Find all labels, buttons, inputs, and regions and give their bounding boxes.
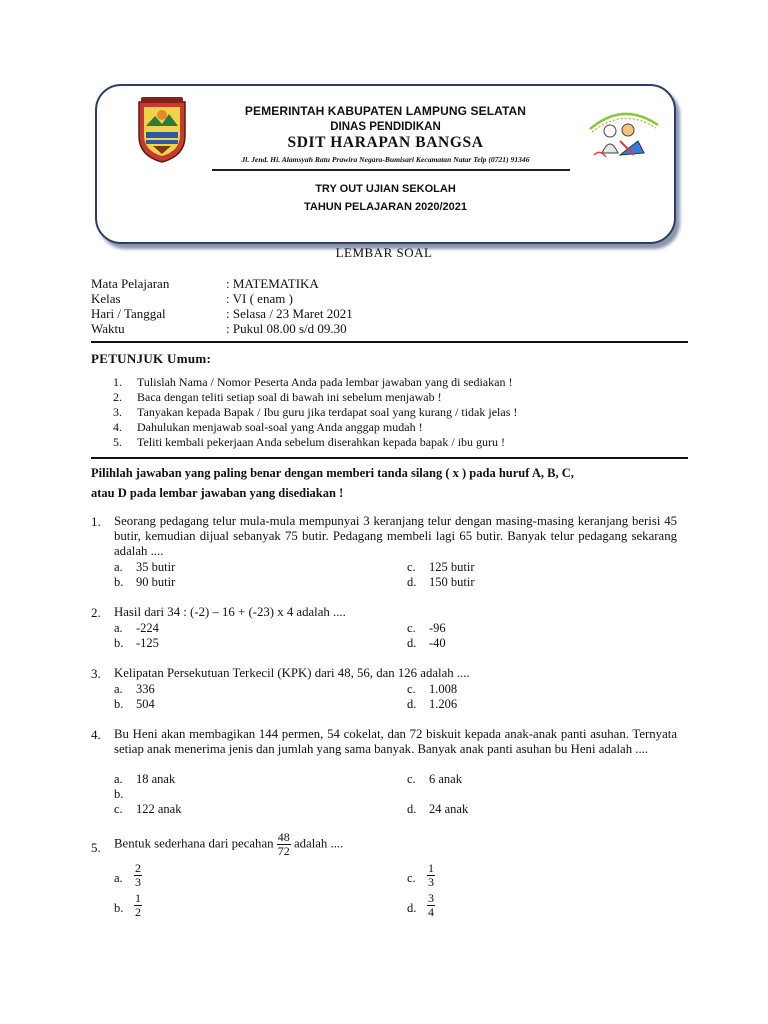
option-letter: d. [407,802,417,816]
question-number: 3. [91,666,101,681]
answer-instruction-line-2: atau D pada lembar jawaban yang disediakan ! [91,486,344,500]
question-number: 1. [91,514,101,529]
option-letter: b. [114,787,124,801]
instruction-item: Baca dengan teliti setiap soal di bawah ini sebelum menjawab ! [137,390,442,404]
option-letter: a. [114,871,123,885]
letterhead-box [95,84,676,244]
instructions-title: PETUNJUK Umum: [91,351,212,366]
question-fraction [277,831,291,858]
option-fraction [427,892,435,919]
option-fraction [134,862,142,889]
option-letter: c. [407,772,416,786]
question-text [114,831,343,858]
fraction-numerator: 1 [428,861,434,875]
sheet-title: LEMBAR SOAL [335,245,433,260]
option-letter: c. [407,682,416,696]
instruction-number: 4. [113,420,122,434]
option-letter: c. [407,871,416,885]
option-value: 1.206 [429,697,458,711]
info-label-subject: Mata Pelajaran [91,276,170,291]
question-text-after: adalah .... [293,836,344,851]
option-value: 504 [136,697,155,711]
instruction-number: 3. [113,405,122,419]
option-value: -40 [429,636,446,650]
info-value-date: : Selasa / 23 Maret 2021 [226,306,353,321]
instruction-item: Dahulukan menjawab soal-soal yang Anda anggap mudah ! [137,420,423,434]
fraction-numerator: 48 [277,830,290,844]
fraction-numerator: 3 [428,891,434,905]
question-number: 2. [91,605,101,620]
instruction-number: 2. [113,390,122,404]
info-label-time: Waktu [91,321,125,336]
option-letter: b. [114,901,124,915]
option-letter: c. [114,802,123,816]
option-letter: c. [407,621,416,635]
option-value: 125 butir [429,560,475,574]
option-value: -224 [136,621,159,635]
option-letter: a. [114,621,123,635]
info-value-subject: : MATEMATIKA [226,276,319,291]
fraction-numerator: 2 [135,861,141,875]
fraction-denominator: 3 [135,875,141,889]
question-text-before: Bentuk sederhana dari pecahan [114,836,274,851]
option-value: 90 butir [136,575,176,589]
exam-title: TRY OUT UJIAN SEKOLAH [315,183,456,195]
school-address: Jl. Jend. Hi. Alamsyah Ratu Prawira Negara-Bumisari Kecamatan Natar Telp (0721) 91346 [241,155,530,164]
question-text: Hasil dari 34 : (-2) – 16 + (-23) x 4 adalah .... [114,605,346,619]
question-text: Bu Heni akan membagikan 144 permen, 54 cokelat, dan 72 biskuit kepada anak-anak panti asuhan. Ternyata setiap anak menerima jenis dan jumlah yang sama banyak. Banyak anak panti asuhan bu Heni adalah .... [114,727,677,757]
info-label-class: Kelas [91,291,121,306]
fraction-denominator: 3 [428,875,434,889]
question-text: Seorang pedagang telur mula-mula mempunyai 3 keranjang telur dengan masing-masing keranjang berisi 45 butir, kemudian dijual sebanyak 75 butir. Pedagang membeli lagi 65 butir. Banyak telur pedagang sekarang adalah .... [114,514,677,559]
option-letter: a. [114,682,123,696]
exam-year: TAHUN PELAJARAN 2020/2021 [303,201,468,213]
option-letter: b. [114,636,124,650]
fraction-denominator: 72 [277,844,290,858]
option-letter: d. [407,575,417,589]
option-value: 24 anak [429,802,469,816]
option-value: 35 butir [136,560,176,574]
info-value-time: : Pukul 08.00 s/d 09.30 [226,321,347,336]
instruction-item: Tanyakan kepada Bapak / Ibu guru jika terdapat soal yang kurang / tidak jelas ! [137,405,518,419]
section-divider [91,341,688,343]
question-number: 5. [91,840,101,855]
option-fraction [134,892,142,919]
school-name: SDIT HARAPAN BANGSA [287,134,484,151]
option-letter: b. [114,697,124,711]
option-letter: d. [407,697,417,711]
option-value: 336 [136,682,155,696]
section-divider [91,457,688,459]
answer-instruction-line-1: Pilihlah jawaban yang paling benar dengan memberi tanda silang ( x ) pada huruf A, B, C, [91,466,574,480]
instruction-item: Tulislah Nama / Nomor Peserta Anda pada lembar jawaban yang di sediakan ! [137,375,513,389]
header-divider [212,169,570,171]
option-value: 18 anak [136,772,176,786]
option-value: 122 anak [136,802,182,816]
instruction-number: 5. [113,435,122,449]
info-label-date: Hari / Tanggal [91,306,166,321]
fraction-denominator: 2 [135,905,141,919]
option-letter: d. [407,901,417,915]
info-value-class: : VI ( enam ) [226,291,293,306]
option-value: 6 anak [429,772,462,786]
option-letter: b. [114,575,124,589]
question-text: Kelipatan Persekutuan Terkecil (KPK) dari 48, 56, dan 126 adalah .... [114,666,470,680]
instruction-item: Teliti kembali pekerjaan Anda sebelum diserahkan kepada bapak / ibu guru ! [137,435,506,449]
fraction-numerator: 1 [135,891,141,905]
option-value: 150 butir [429,575,475,589]
institution-line-2: DINAS PENDIDIKAN [330,121,441,133]
option-letter: d. [407,636,417,650]
option-letter: a. [114,560,123,574]
option-letter: c. [407,560,416,574]
option-value: -96 [429,621,446,635]
school-logo-icon [584,101,662,167]
option-value: -125 [136,636,159,650]
instruction-number: 1. [113,375,122,389]
option-fraction [427,862,435,889]
question-number: 4. [91,727,101,742]
option-letter: a. [114,772,123,786]
fraction-denominator: 4 [428,905,434,919]
institution-line-1: PEMERINTAH KABUPATEN LAMPUNG SELATAN [244,104,527,118]
option-value: 1.008 [429,682,458,696]
